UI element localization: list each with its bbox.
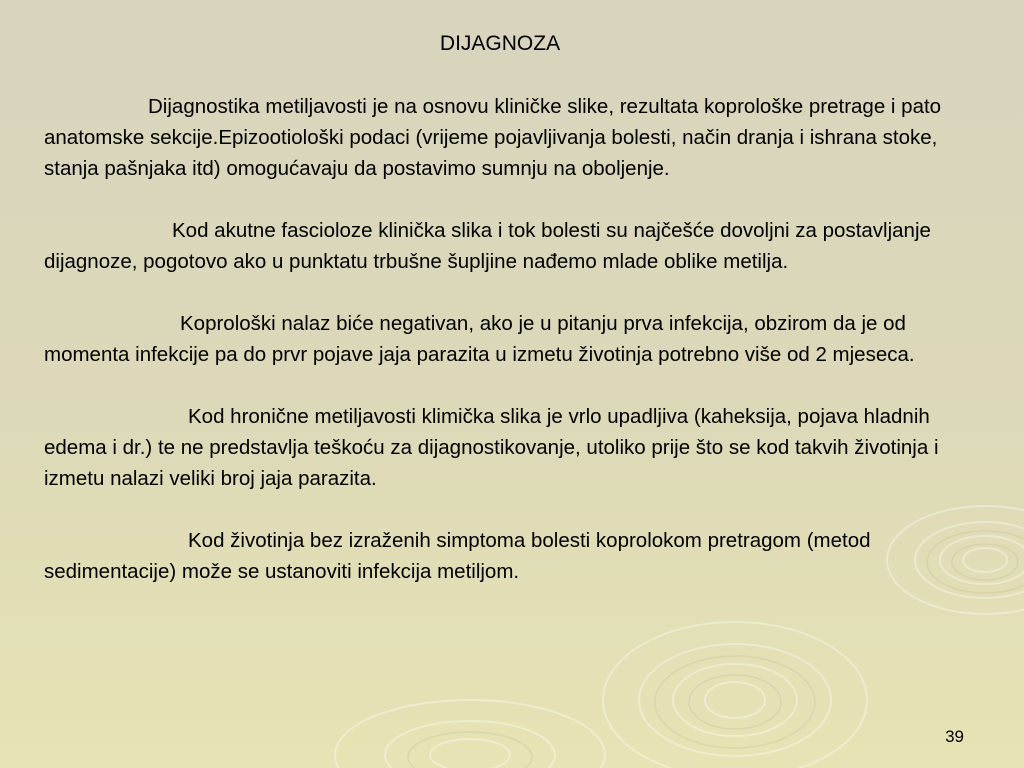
paragraph-coprological-finding: Koprološki nalaz biće negativan, ako je u pitanju prva infekcija, obzirom da je od momenta infekcije pa do prvr pojave jaja parazita u izmetu životinja potrebno više od 2 mjeseca. [44, 312, 915, 366]
paragraph-acute-fasciolosis: Kod akutne fascioloze klinička slika i tok bolesti su najčešće dovoljni za postavljanje dijagnoze, pogotovo ako u punktatu trbušne šupljine nađemo mlade oblike metilja. [44, 219, 931, 273]
slide-title: DIJAGNOZA [439, 32, 561, 55]
paragraph-asymptomatic: Kod životinja bez izraženih simptoma bolesti koprolokom pretragom (metod sedimentacije) može se ustanoviti infekcija metiljom. [44, 529, 871, 583]
paragraph-chronic-form: Kod hronične metiljavosti klimička slika je vrlo upadljiva (kaheksija, pojava hladnih edema i dr.) te ne predstavlja teškoću za dijagnostikovanje, utoliko prije što se kod takvih životinja i izmetu nalazi veliki broj jaja parazita. [44, 405, 939, 490]
slide-body [44, 91, 974, 587]
page-number: 39 [945, 727, 964, 746]
paragraph-diagnostics: Dijagnostika metiljavosti je na osnovu kliničke slike, rezultata koprološke pretrage i pato anatomske sekcije.Epizootiološki podaci (vrijeme pojavljivanja bolesti, način dranja i ishrana stoke, stanja pašnjaka itd) omogućavaju da postavimo sumnju na oboljenje. [44, 95, 942, 180]
